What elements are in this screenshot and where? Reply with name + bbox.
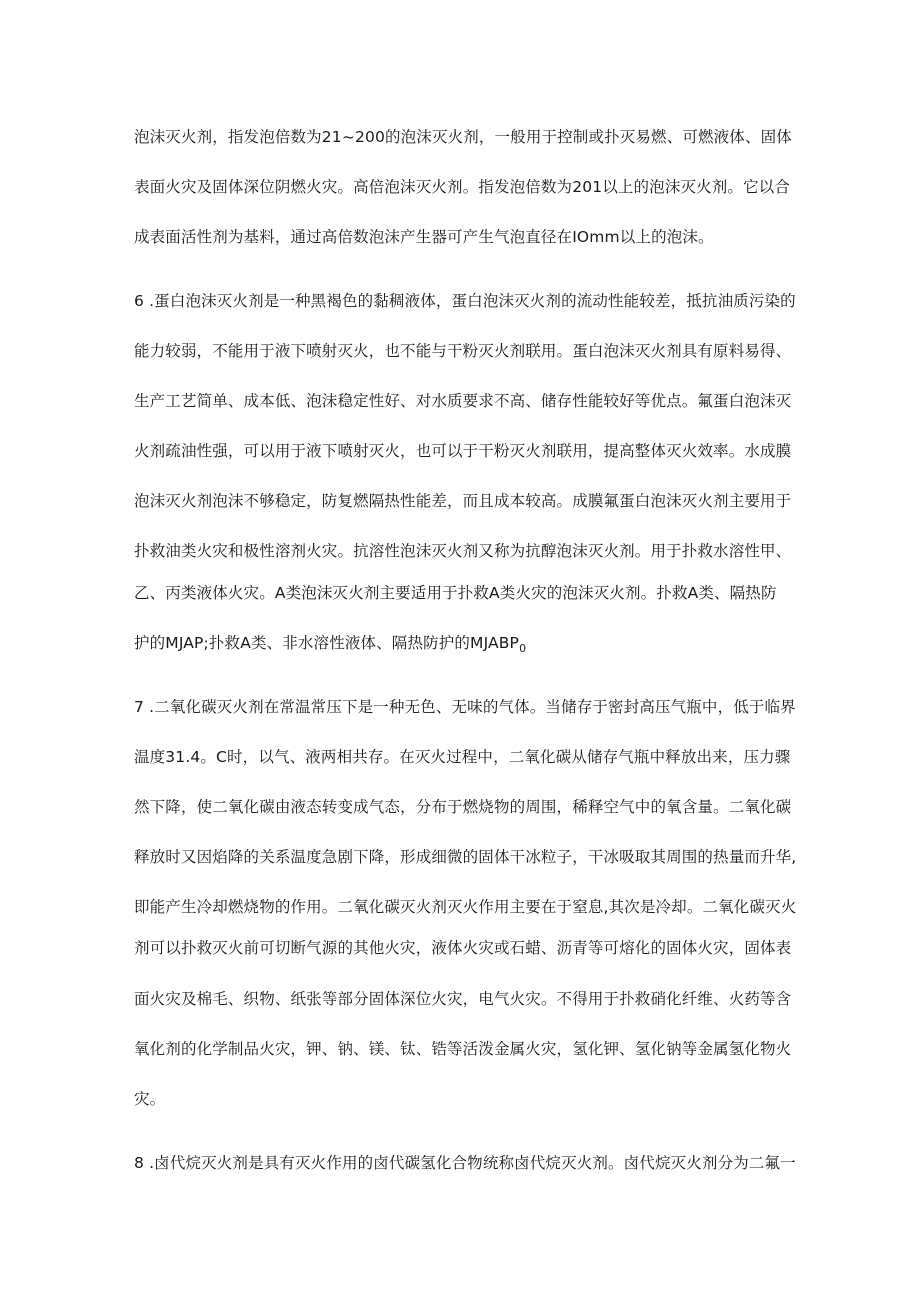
paragraph-6-line-7: 乙、丙类液体火灾。A类泡沫灭火剂主要适用于扑救A类火灾的泡沫灭火剂。扑救A类、隔热防	[134, 584, 777, 602]
paragraph-8-line-1: 8 .卤代烷灭火剂是具有灭火作用的卤代碳氢化合物统称卤代烷灭火剂。卤代烷灭火剂分为二氟一	[134, 1154, 796, 1172]
paragraph-1-line-2: 表面火灾及固体深位阴燃火灾。高倍泡沫灭火剂。指发泡倍数为201以上的泡沫灭火剂。它以合	[134, 178, 791, 196]
paragraph-6-line-3: 生产工艺简单、成本低、泡沫稳定性好、对水质要求不高、储存性能较好等优点。氟蛋白泡沫灭	[134, 392, 792, 410]
paragraph-6-line-8-text: 护的MJAP;扑救A类、非水溶性液体、隔热防护的MJABP	[134, 634, 520, 652]
paragraph-7-line-4: 释放时又因焰降的关系温度急剧下降，形成细微的固体干冰粒子，干冰吸取其周围的热量而升华,	[134, 848, 797, 866]
paragraph-7-line-6: 剂可以扑救灭火前可切断气源的其他火灾，液体火灾或石蜡、沥青等可熔化的固体火灾，固体表	[134, 939, 792, 957]
paragraph-6-line-4: 火剂疏油性强，可以用于液下喷射灭火，也可以于干粉灭火剂联用，提高整体灭火效率。水成膜	[134, 442, 792, 460]
paragraph-7-line-7: 面火灾及棉毛、织物、纸张等部分固体深位火灾，电气火灾。不得用于扑救硝化纤维、火药等含	[134, 990, 792, 1008]
paragraph-7-line-8: 氧化剂的化学制品火灾，钾、钠、镁、钛、锆等活泼金属火灾，氢化钾、氢化钠等金属氢化物火	[134, 1040, 792, 1058]
paragraph-1-line-1: 泡沫灭火剂，指发泡倍数为21~200的泡沫灭火剂，一般用于控制或扑灭易燃、可燃液体、固体	[134, 128, 792, 146]
paragraph-6-line-1: 6 .蛋白泡沫灭火剂是一种黑褐色的黏稠液体，蛋白泡沫灭火剂的流动性能较差，抵抗油质污染的	[134, 292, 796, 310]
paragraph-6-line-2: 能力较弱，不能用于液下喷射灭火，也不能与干粉灭火剂联用。蛋白泡沫灭火剂具有原料易得、	[134, 342, 792, 360]
paragraph-6-line-8	[134, 633, 526, 659]
paragraph-7-line-1: 7 .二氧化碳灭火剂在常温常压下是一种无色、无味的气体。当储存于密封高压气瓶中，低于临界	[134, 698, 796, 716]
paragraph-7-line-5: 即能产生冷却燃烧物的作用。二氧化碳灭火剂灭火作用主要在于窒息,其次是冷却。二氧化碳灭火	[134, 898, 797, 916]
paragraph-6-line-6: 扑救油类火灾和极性溶剂火灾。抗溶性泡沫灭火剂又称为抗醇泡沫灭火剂。用于扑救水溶性甲、	[134, 542, 792, 560]
paragraph-6-subscript: 0	[519, 642, 527, 655]
paragraph-7-line-9: 灾。	[134, 1090, 166, 1108]
paragraph-1-line-3: 成表面活性剂为基料，通过高倍数泡沫产生器可产生气泡直径在IOmm以上的泡沫。	[134, 228, 714, 246]
paragraph-7-line-2: 温度31.4。C时，以气、液两相共存。在灭火过程中，二氧化碳从储存气瓶中释放出来，压力骤	[134, 748, 791, 766]
paragraph-6-line-5: 泡沫灭火剂泡沫不够稳定，防复燃隔热性能差，而且成本较高。成膜氟蛋白泡沫灭火剂主要用于	[134, 492, 792, 510]
paragraph-7-line-3: 然下降，使二氧化碳由液态转变成气态，分布于燃烧物的周围，稀释空气中的氧含量。二氧化碳	[134, 798, 792, 816]
